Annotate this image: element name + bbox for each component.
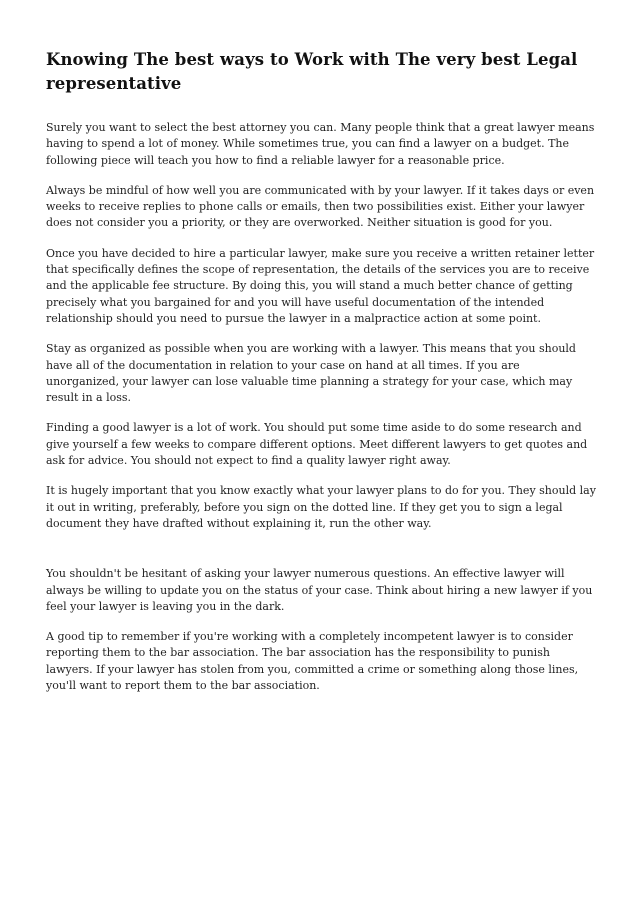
paragraph-5: Finding a good lawyer is a lot of work. You should put some time aside to do some research and give yourself a few weeks to compare different options. Meet different lawyers to get quotes and ask for advice. You should not expect to find a quality lawyer right away. bbox=[46, 421, 588, 468]
paragraph-6: It is hugely important that you know exactly what your lawyer plans to do for you. They should lay it out in writing, preferably, before you sign on the dotted line. If they get you to sign a legal document they have drafted without explaining it, run the other way. bbox=[46, 484, 596, 530]
paragraph-7: You shouldn't be hesitant of asking your lawyer numerous questions. An effective lawyer will always be willing to update you on the status of your case. Think about hiring a new lawyer if you feel your lawyer is leaving you in the dark. bbox=[46, 567, 593, 613]
paragraph-4: Stay as organized as possible when you are working with a lawyer. This means that you should have all of the documentation in relation to your case on hand at all times. If you are unorganized, your lawyer can lose valuable time planning a strategy for your case, which may result in a loss. bbox=[46, 342, 576, 405]
document-title: Knowing The best ways to Work with The very best Legal representative bbox=[46, 50, 578, 93]
document-page bbox=[46, 48, 596, 708]
paragraph-2: Always be mindful of how well you are communicated with by your lawyer. If it takes days or even weeks to receive replies to phone calls or emails, then two possibilities exist. Either your lawyer does not consider you a priority, or they are overworked. Neither situation is good for you. bbox=[46, 183, 595, 230]
paragraph-3: Once you have decided to hire a particular lawyer, make sure you receive a written retainer letter that specifically defines the scope of representation, the details of the services you are to receive and the applicable fee structure. By doing this, you will stand a much better chance of getting precisely what you bargained for and you will have useful documentation of the intended relationship should you need to pursue the lawyer in a malpractice action at some point. bbox=[46, 246, 595, 325]
paragraph-1: Surely you want to select the best attorney you can. Many people think that a great lawyer means having to spend a lot of money. While sometimes true, you can find a lawyer on a budget. The following piece will teach you how to find a reliable lawyer for a reasonable price. bbox=[46, 121, 595, 167]
paragraph-8: A good tip to remember if you're working with a completely incompetent lawyer is to consider reporting them to the bar association. The bar association has the responsibility to punish lawyers. If your lawyer has stolen from you, committed a crime or something along those lines, you'll want to report them to the bar association. bbox=[46, 630, 579, 693]
